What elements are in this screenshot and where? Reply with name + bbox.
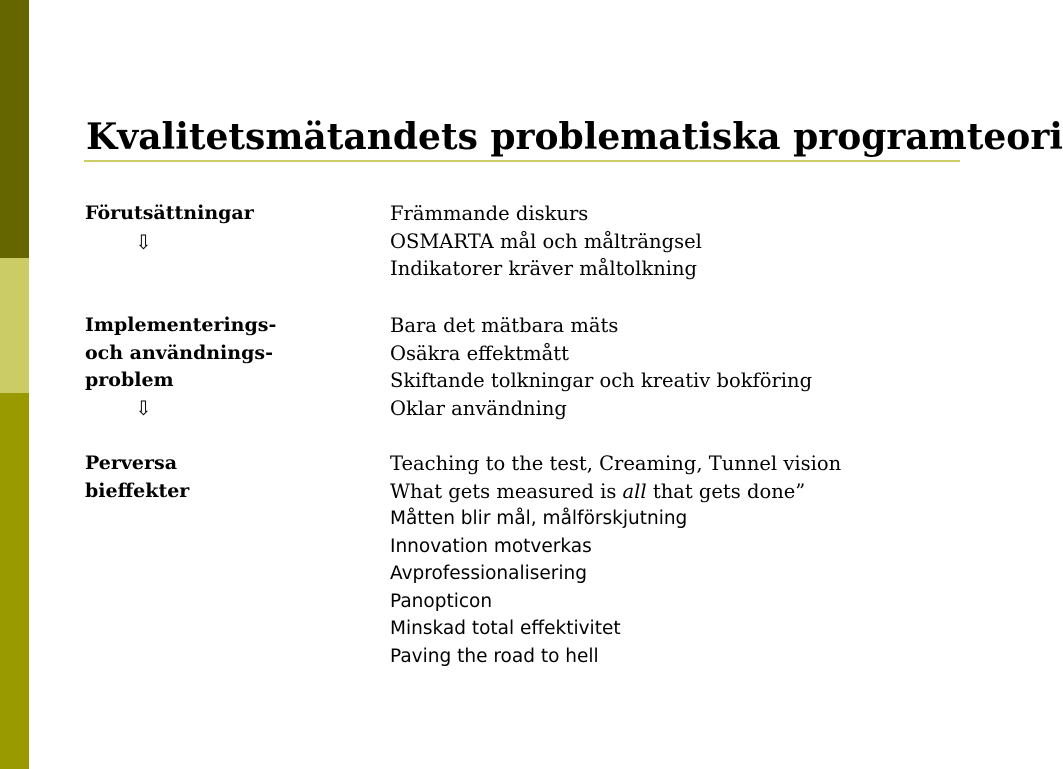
quote-suffix: that gets done” xyxy=(646,479,806,503)
stage-line: och användnings- xyxy=(85,341,273,364)
stage-line: Implementerings- xyxy=(85,314,277,336)
prerequisites-list xyxy=(390,200,702,283)
accent-bar-middle xyxy=(0,258,29,393)
list-item: Främmande diskurs xyxy=(390,202,589,225)
list-item: Avprofessionalisering xyxy=(390,563,587,584)
list-item: Skiftande tolkningar och kreativ bokföring xyxy=(390,369,813,392)
stage-line: bieffekter xyxy=(85,479,190,502)
list-item: Paving the road to hell xyxy=(390,645,599,667)
stage-implementation-problems xyxy=(85,312,276,395)
quote-prefix: What gets measured is xyxy=(390,479,623,503)
list-item: Teaching to the test, Creaming, Tunnel vision xyxy=(390,452,842,475)
slide-title: Kvalitetsmätandets problematiska programteori xyxy=(86,116,1063,158)
quote-item xyxy=(390,478,841,506)
stage-prerequisites: Förutsättningar xyxy=(85,202,254,224)
title-underline xyxy=(84,160,960,162)
stage-line: problem xyxy=(85,369,174,391)
stage-line: Perversa xyxy=(85,452,178,474)
accent-bar-top xyxy=(0,0,29,258)
list-item: OSMARTA mål och målträngsel xyxy=(390,229,702,253)
list-item: Måtten blir mål, målförskjutning xyxy=(390,508,688,529)
down-arrow-icon: ⇩ xyxy=(135,396,152,420)
implementation-problems-list xyxy=(390,312,812,422)
perverse-effects-list xyxy=(390,450,841,670)
list-item: Indikatorer kräver måltolkning xyxy=(390,257,698,280)
list-item: Minskad total effektivitet xyxy=(390,618,621,639)
list-item: Innovation motverkas xyxy=(390,535,592,557)
stage-perverse-effects xyxy=(85,450,189,505)
accent-bar-bottom xyxy=(0,393,29,769)
list-item: Panopticon xyxy=(390,590,493,612)
quote-emphasis: all xyxy=(622,479,647,503)
list-item: Osäkra effektmått xyxy=(390,341,569,365)
list-item: Oklar användning xyxy=(390,396,567,420)
down-arrow-icon: ⇩ xyxy=(135,230,152,254)
list-item: Bara det mätbara mäts xyxy=(390,314,619,337)
